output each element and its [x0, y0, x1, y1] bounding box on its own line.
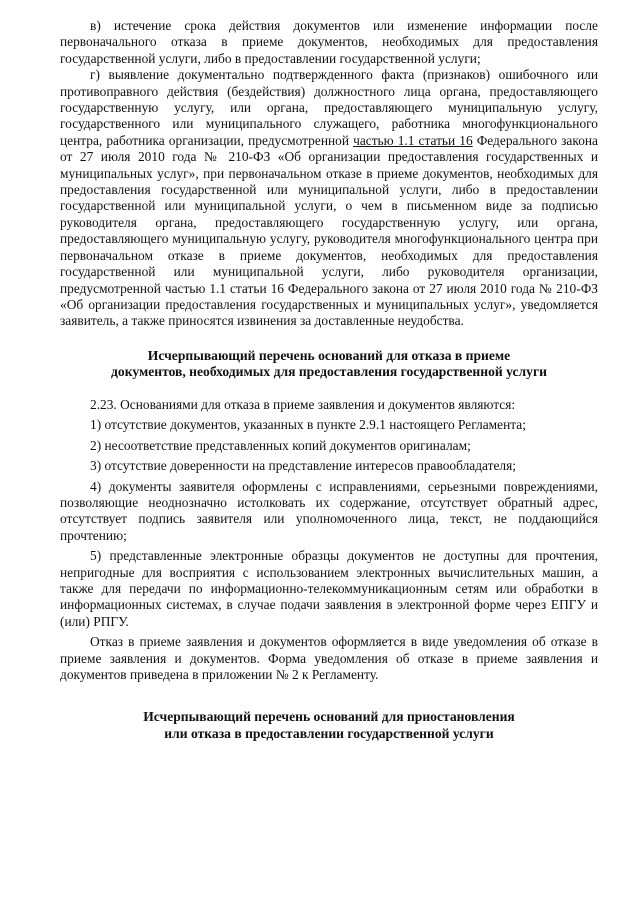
- list-item-1: 1) отсутствие документов, указанных в пункте 2.9.1 настоящего Регламента;: [90, 417, 526, 433]
- section-heading-suspension: [60, 709, 598, 742]
- section-2-23-closing: Отказ в приеме заявления и документов оформляется в виде уведомления об отказе в приеме заявления и документов. Форма уведомления об отказе в приеме заявления и документов приведена в приложении № 2 к Регламенту.: [60, 634, 598, 682]
- list-item-5: 5) представленные электронные образцы документов не доступны для прочтения, непригодные для восприятия с использованием электронных вычислительных машин, а также для передачи по информационно-телекоммуникационным сетям или обработки в информационных системах, в случае подачи заявления в электронной форме через ЕПГУ и (или) РПГУ.: [60, 548, 598, 629]
- list-item-2: 2) несоответствие представленных копий документов оригиналам;: [90, 437, 471, 453]
- paragraph-v: в) истечение срока действия документов или изменение информации после первоначального отказа в приеме документов, необходимых для предоставления государственной услуги, либо в предоставлении государственной услуги;: [60, 18, 598, 66]
- heading-line-2: или отказа в предоставлении государственной услуги: [164, 726, 494, 741]
- list-item-3: 3) отсутствие доверенности на представление интересов правообладателя;: [90, 458, 516, 474]
- heading-line-2: документов, необходимых для предоставления государственной услуги: [111, 364, 547, 380]
- heading-line-1: Исчерпывающий перечень оснований для отказа в приеме: [147, 347, 511, 363]
- law-reference-link[interactable]: частью 1.1 статьи 16: [353, 132, 473, 148]
- section-heading-refusal-acceptance: [60, 348, 598, 381]
- paragraph-g-text-1: г) выявление документально подтвержденного факта (признаков) ошибочного или противоправного действия (бездействия) должностного лица органа, предоставляющего государственную услугу, или органа, предоставляющего муниципальную услугу, государственного или муниципального служащего, работника многофункционального центра, работника организации, предусмотренной: [60, 67, 598, 148]
- heading-line-1: Исчерпывающий перечень оснований для приостановления: [143, 709, 515, 725]
- section-2-23-intro: 2.23. Основаниями для отказа в приеме заявления и документов являются:: [90, 396, 516, 412]
- document-page: [60, 18, 598, 759]
- list-item-4: 4) документы заявителя оформлены с исправлениями, серьезными повреждениями, позволяющие неоднозначно истолковать их содержание, отсутствует обратный адрес, отсутствует подпись заявителя или уполномоченного лица, текст, не поддающийся прочтению;: [60, 478, 598, 543]
- paragraph-g-text-2: Федерального закона от 27 июля 2010 года № 210-ФЗ «Об организации предоставления государственных и муниципальных услуг», при первоначальном отказе в приеме документов, необходимых для предоставления государственной или муниципальной услуги, либо в предоставлении государственной или муниципальной услуги, о чем в письменном виде за подписью руководителя органа, предоставляющего государственную услугу, или органа, предоставляющего муниципальную услугу, руководителя многофункционального центра при первоначальном отказе в приеме документов, необходимых для предоставления государственной или муниципальной услуги, либо руководителя организации, предусмотренной частью 1.1 статьи 16 Федерального закона от 27 июля 2010 года № 210-ФЗ «Об организации предоставления государственных и муниципальных услуг», уведомляется заявитель, а также приносятся извинения за доставленные неудобства.: [60, 132, 599, 329]
- paragraph-g: [60, 67, 598, 330]
